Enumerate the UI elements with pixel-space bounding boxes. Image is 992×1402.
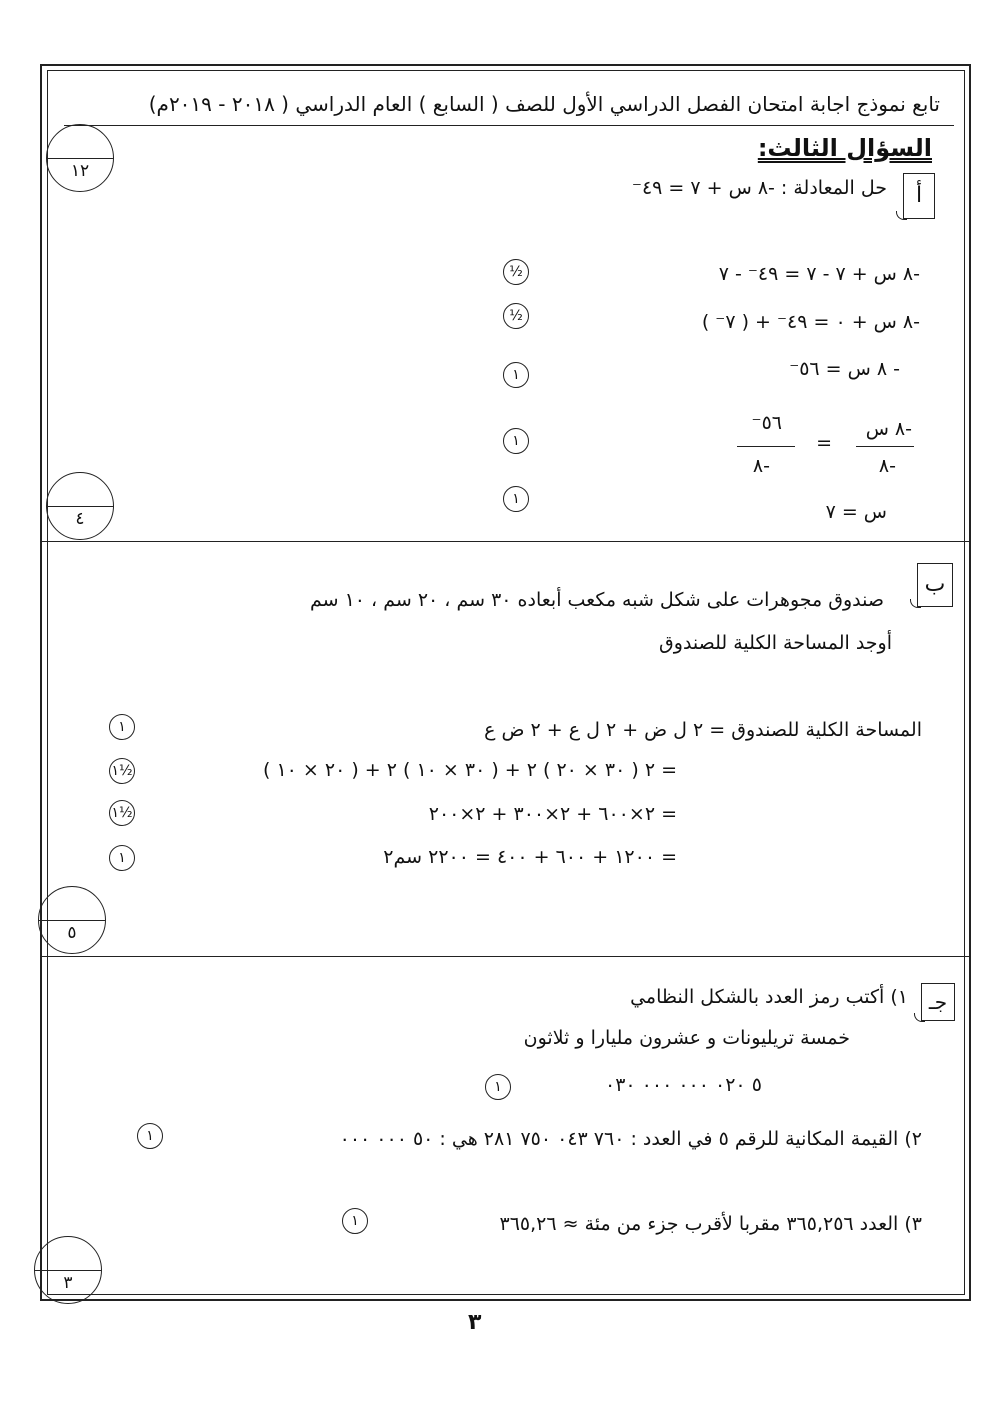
part-b-prompt-line-2: أوجد المساحة الكلية للصندوق	[659, 632, 892, 654]
part-a-step-1: -٨ س + ٧ - ٧ = ٤٩⁻ - ٧	[718, 263, 920, 285]
fraction-equals: =	[816, 432, 832, 454]
section-divider-2	[41, 956, 970, 957]
part-b-label-box: ب	[917, 563, 953, 607]
part-a-step-2: -٨ س + ٠ = ٤٩⁻ + ( ٧⁻ )	[701, 311, 920, 333]
part-b-mark-2: ١½	[109, 758, 135, 784]
part-b-mark-4: ١	[109, 845, 135, 871]
part-a-mark-4: ١	[503, 428, 529, 454]
question-total-score: ١٢	[46, 124, 114, 192]
part-c-item-2-text: ٢) القيمة المكانية للرقم ٥ في العدد : ٧٦٠ ٠٤٣ ٧٥٠ ٢٨١ هي : ٥٠ ٠٠٠ ٠٠٠	[339, 1128, 922, 1150]
part-b-mark-1: ١	[109, 714, 135, 740]
question-title: السؤال الثالث:	[757, 134, 932, 162]
part-c-mark-3: ١	[342, 1208, 368, 1234]
part-a-mark-5: ١	[503, 486, 529, 512]
part-c-mark-1: ١	[485, 1074, 511, 1100]
part-c-score: ٣	[34, 1236, 102, 1304]
part-b-line-3: = ٢×٦٠٠ + ٢×٣٠٠ + ٢×٢٠٠	[428, 803, 677, 825]
part-c-item-1-heading: ١) أكتب رمز العدد بالشكل النظامي	[630, 986, 908, 1008]
part-a-mark-2: ½	[503, 303, 529, 329]
part-a-score: ٤	[46, 472, 114, 540]
part-c-mark-2: ١	[137, 1123, 163, 1149]
page-number: ٣	[468, 1310, 482, 1335]
exam-header-title: تابع نموذج اجابة امتحان الفصل الدراسي الأول للصف ( السابع ) العام الدراسي ( ٢٠١٨ - ٢٠١٩م)	[148, 92, 940, 116]
part-c-item-1-text: خمسة تريليونات و عشرون مليارا و ثلاثون	[523, 1027, 850, 1049]
part-c-item-3-text: ٣) العدد ٣٦٥,٢٥٦ مقربا لأقرب جزء من مئة ≈ ٣٦٥,٢٦	[499, 1213, 922, 1235]
section-divider-1	[41, 541, 970, 542]
part-b-score: ٥	[38, 886, 106, 954]
part-b-mark-3: ١½	[109, 800, 135, 826]
fraction-left-numerator: -٨ س	[865, 418, 912, 440]
part-a-step-3: - ٨ س = ٥٦⁻	[789, 358, 900, 380]
part-b-line-2: = ٢ ( ٣٠ × ٢٠ ) ٢ + ( ٣٠ × ١٠ ) ٢ + ( ٢٠ × ١٠ )	[262, 759, 677, 781]
part-c-label-box: جـ	[921, 983, 955, 1021]
fraction-left-denominator: -٨	[878, 455, 896, 477]
part-a-prompt: حل المعادلة : -٨ س + ٧ = ٤٩⁻	[631, 177, 887, 199]
part-b-line-1: المساحة الكلية للصندوق = ٢ ل ض + ٢ ل ع + ٢ ض ع	[484, 719, 922, 741]
part-a-label-box: أ	[903, 173, 935, 219]
part-c-item-1-answer: ٥ ٠٢٠ ٠٠٠ ٠٠٠ ٠٣٠	[605, 1074, 762, 1096]
fraction-right-bar	[737, 446, 795, 447]
part-b-prompt-line-1: صندوق مجوهرات على شكل شبه مكعب أبعاده ٣٠ سم ، ٢٠ سم ، ١٠ سم	[309, 589, 884, 611]
page-border-inner	[47, 70, 965, 1295]
header-underline	[64, 125, 954, 126]
fraction-right-denominator: -٨	[752, 455, 770, 477]
part-a-step-4: س = ٧	[825, 501, 887, 523]
fraction-right-numerator: ٥٦⁻	[751, 412, 782, 434]
fraction-left-bar	[856, 446, 914, 447]
part-a-mark-3: ١	[503, 362, 529, 388]
part-b-line-4: = ١٢٠٠ + ٦٠٠ + ٤٠٠ = ٢٢٠٠ سم٢	[383, 846, 677, 868]
part-a-mark-1: ½	[503, 259, 529, 285]
